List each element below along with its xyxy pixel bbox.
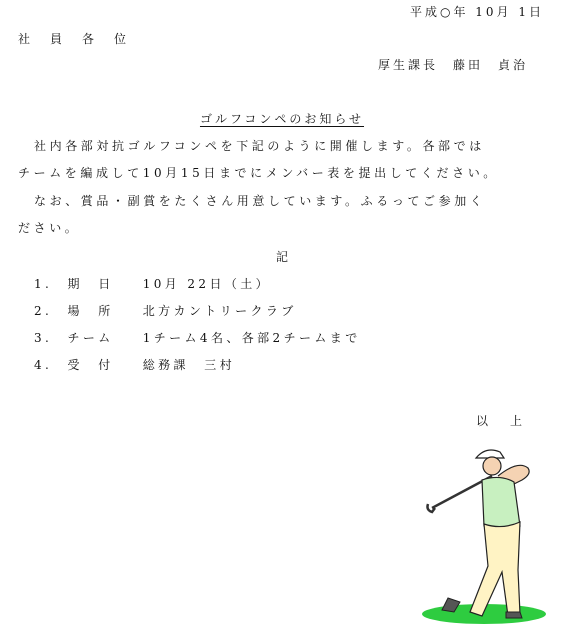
- item-value: 10月 22日（土）: [142, 277, 272, 291]
- title-text: ゴルフコンペのお知らせ: [199, 112, 365, 126]
- item-label: 受 付: [67, 358, 114, 372]
- item-label: チーム: [67, 331, 114, 345]
- list-item: [34, 303, 297, 319]
- recipient: 社員各位: [18, 32, 147, 46]
- item-label: 場 所: [67, 304, 114, 318]
- body-paragraph-1-line-2: チームを編成して10月15日までにメンバー表を提出してください。: [18, 166, 499, 180]
- sender: 厚生課長 藤田 貞治: [377, 58, 528, 72]
- item-value: 北方カントリークラブ: [142, 304, 297, 318]
- item-number: 1.: [34, 277, 53, 291]
- list-item: [34, 330, 361, 346]
- item-number: 2.: [34, 304, 53, 318]
- body-paragraph-2-line-2: ださい。: [18, 221, 81, 235]
- item-label: 期 日: [67, 277, 114, 291]
- body-paragraph-2-line-1: なお、賞品・副賞をたくさん用意しています。ふるってご参加く: [34, 194, 486, 208]
- item-number: 3.: [34, 331, 53, 345]
- body-paragraph-1-line-1: 社内各部対抗ゴルフコンペを下記のように開催します。各部では: [34, 139, 485, 153]
- golfer-clipart-icon: [420, 446, 552, 630]
- item-value: 1チーム4名、各部2チームまで: [142, 331, 361, 345]
- item-value: 総務課 三村: [142, 358, 236, 372]
- item-number: 4.: [34, 358, 53, 372]
- document-title: [0, 111, 564, 127]
- list-item: [34, 357, 235, 373]
- closing-ijou: 以上: [475, 414, 544, 428]
- document-date: 平成○年 10月 1日: [409, 5, 544, 19]
- list-item: [34, 276, 271, 292]
- ki-heading: 記: [275, 250, 288, 264]
